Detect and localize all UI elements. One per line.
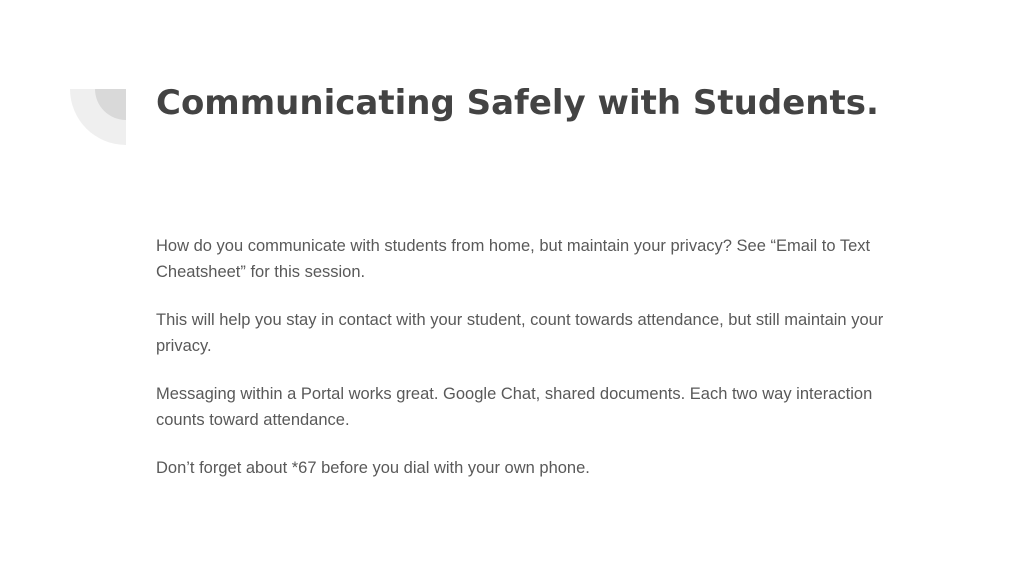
body-paragraph-4: Don’t forget about *67 before you dial with your own phone.: [156, 459, 590, 477]
body-paragraph-2: This will help you stay in contact with your student, count towards attendance, but still maintain your privacy.: [156, 311, 884, 355]
slide-title: Communicating Safely with Students.: [156, 83, 879, 123]
quarter-circle-decoration: [70, 89, 126, 145]
slide-body: [156, 233, 916, 503]
body-paragraph-1: How do you communicate with students from home, but maintain your privacy? See “Email to Text Cheatsheet” for this session.: [156, 237, 871, 281]
body-paragraph-3: Messaging within a Portal works great. Google Chat, shared documents. Each two way interaction counts toward attendance.: [156, 385, 873, 429]
